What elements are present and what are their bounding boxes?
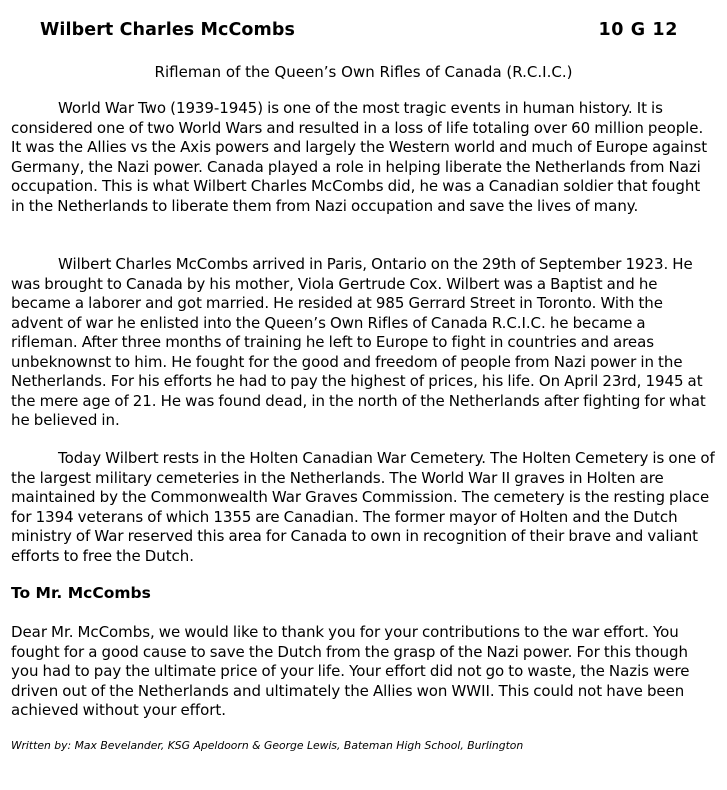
document-header (40, 20, 678, 44)
paragraph-biography: Wilbert Charles McCombs arrived in Paris, Ontario on the 29th of September 1923. He was brought to Canada by his mother, Viola Gertrude Cox. Wilbert was a Baptist and he became a laborer and got married. He resided at 985 Gerrard Street in Toronto. With the advent of war he enlisted into the Queen’s Own Rifles of Canada R.C.I.C. he became a rifleman. After three months of training he left to Europe to fight in countries and areas unbeknownst to him. He fought for the good and freedom of people from Nazi power in the Netherlands. For his efforts he had to pay the highest of prices, his life. On April 23rd, 1945 at the mere age of 21. He was found dead, in the north of the Netherlands after fighting for what he believed in. (11, 255, 706, 429)
paragraph-cemetery: Today Wilbert rests in the Holten Canadian War Cemetery. The Holten Cemetery is one of the largest military cemeteries in the Netherlands. The World War II graves in Holten are maintained by the Commonwealth War Graves Commission. The cemetery is the resting place for 1394 veterans of which 1355 are Canadian. The former mayor of Holten and the Dutch ministry of War reserved this area for Canada to own in recognition of their brave and valiant efforts to free the Dutch. (11, 449, 715, 565)
letter-heading: To Mr. McCombs (11, 584, 151, 602)
soldier-name: Wilbert Charles McCombs (40, 20, 296, 40)
grave-reference: 10 G 12 (598, 20, 678, 40)
author-credits: Written by: Max Bevelander, KSG Apeldoorn & George Lewis, Bateman High School, Burlington (11, 739, 524, 752)
document-subtitle: Rifleman of the Queen’s Own Rifles of Canada (R.C.I.C.) (154, 63, 573, 81)
letter-body: Dear Mr. McCombs, we would like to thank you for your contributions to the war effort. You fought for a good cause to save the Dutch from the grasp of the Nazi power. For this though you had to pay the ultimate price of your life. Your effort did not go to waste, the Nazis were driven out of the Netherlands and ultimately the Allies won WWII. This could not have been achieved without your effort. (11, 623, 690, 719)
paragraph-introduction: World War Two (1939-1945) is one of the most tragic events in human history. It is considered one of two World Wars and resulted in a loss of life totaling over 60 million people. It was the Allies vs the Axis powers and largely the Western world and much of Europe against Germany, the Nazi power. Canada played a role in helping liberate the Netherlands from Nazi occupation. This is what Wilbert Charles McCombs did, he was a Canadian soldier that fought in the Netherlands to liberate them from Nazi occupation and save the lives of many. (11, 99, 708, 215)
